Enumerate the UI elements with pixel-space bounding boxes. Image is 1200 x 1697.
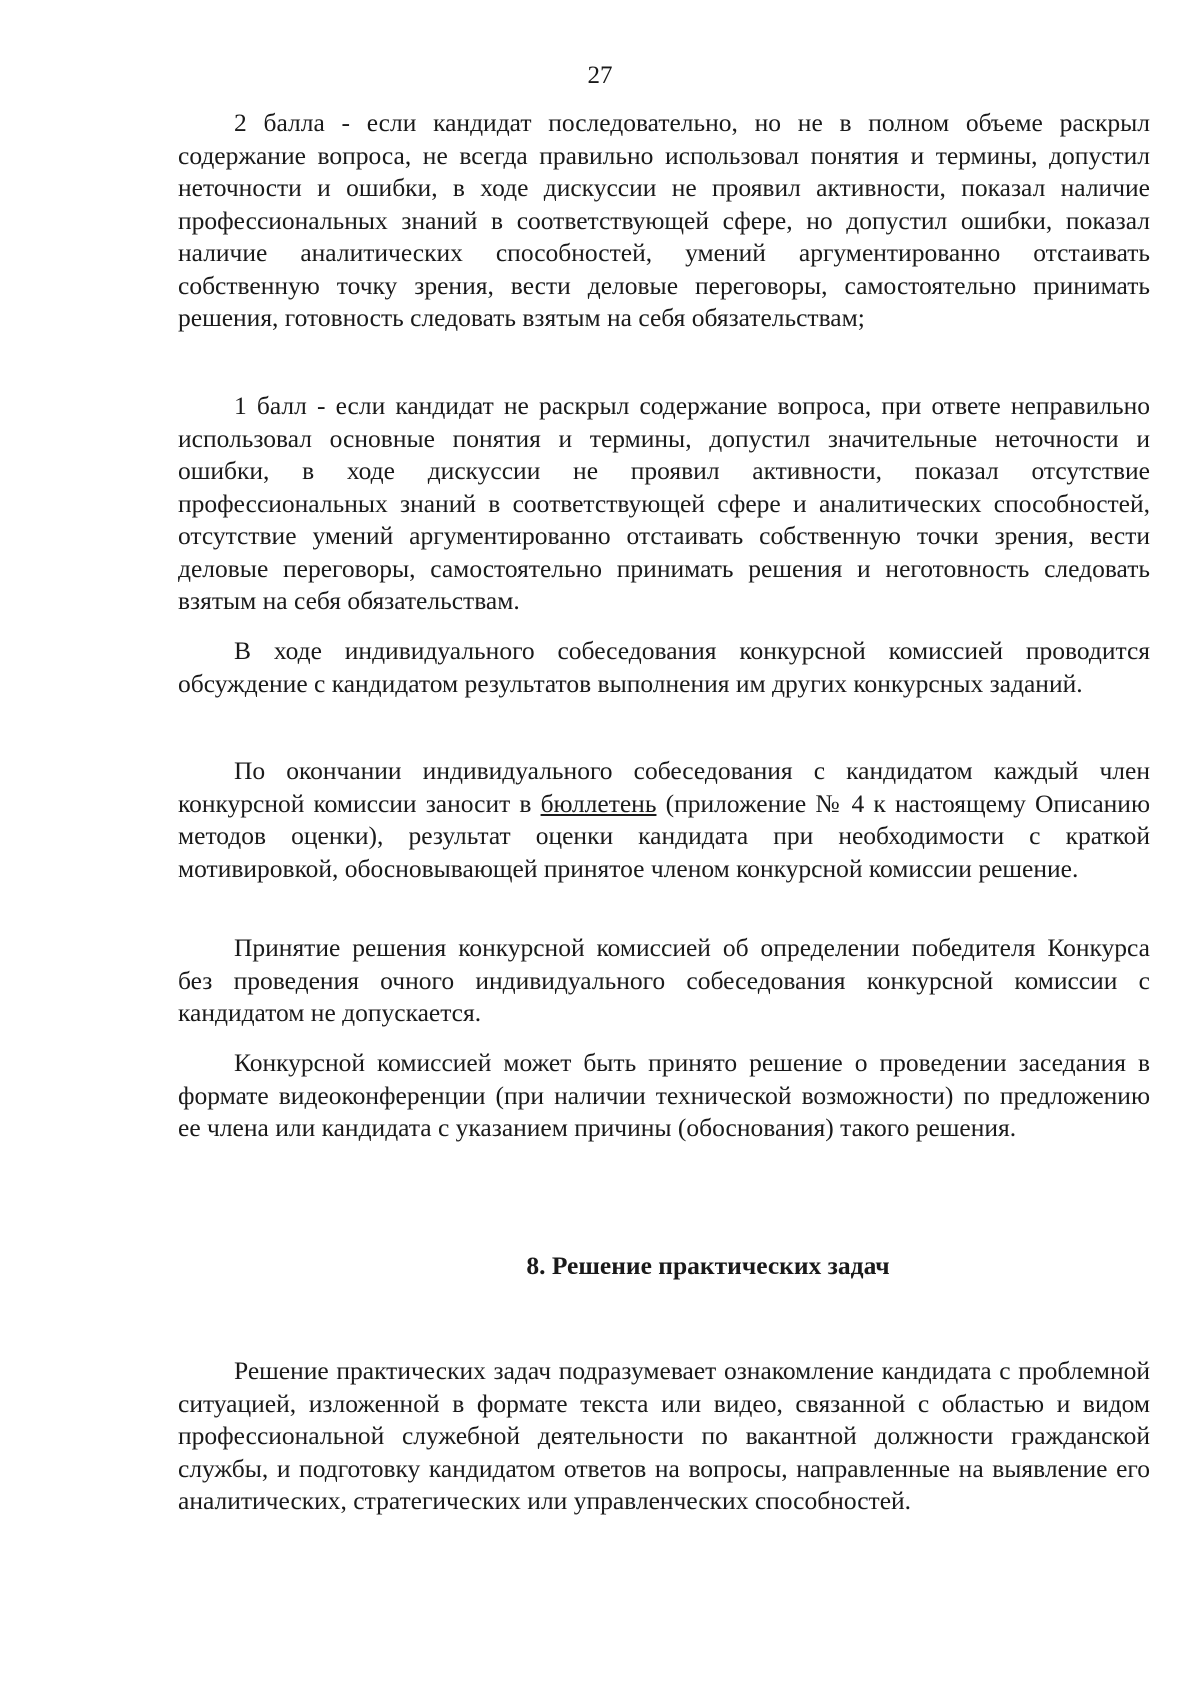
paragraph-ballot [178, 755, 1150, 885]
paragraph-text: Решение практических задач подразумевает ознакомление кандидата с проблемной ситуацией, изложенной в формате текста или видео, связанной с областью и видом профессиональной служебной деятельности по вакантной должности гражданской службы, и подготовку кандидатом ответов на вопросы, направленные на выявление его аналитических, стратегических или управленческих способностей. [178, 1356, 1150, 1515]
paragraph-text: 1 балл - если кандидат не раскрыл содержание вопроса, при ответе неправильно использовал основные понятия и термины, допустил значительные неточности и ошибки, в ходе дискуссии не проявил активности, показал отсутствие профессиональных знаний в соответствующей сфере и аналитических способностей, отсутствие умений аргументированно отстаивать собственную точки зрения, вести деловые переговоры, самостоятельно принимать решения и неготовность следовать взятым на себя обязательствам. [178, 391, 1150, 615]
paragraph-videoconference [178, 1047, 1150, 1145]
paragraph-practical-tasks [178, 1355, 1150, 1518]
paragraph-text-end: (приложение № 4 к настоящему Описанию методов оценки), результат оценки кандидата при необходимости с краткой мотивировкой, обосновывающей принятое членом конкурсной комиссии решение. [178, 788, 1150, 883]
ballot-link[interactable]: бюллетень [540, 788, 657, 818]
paragraph-text: 2 балла - если кандидат последовательно, но не в полном объеме раскрыл содержание вопроса, не всегда правильно использовал понятия и термины, допустил неточности и ошибки, в ходе дискуссии не проявил активности, показал наличие профессиональных знаний в соответствующей сфере, но допустил ошибки, показал наличие аналитических способностей, умений аргументированно отстаивать собственную точку зрения, вести деловые переговоры, самостоятельно принимать решения, готовность следовать взятым на себя обязательствам; [178, 108, 1150, 332]
paragraph-text: Конкурсной комиссией может быть принято решение о проведении заседания в формате видеоконференции (при наличии технической возможности) по предложению ее члена или кандидата с указанием причины (обоснования) такого решения. [178, 1048, 1150, 1142]
page-number: 27 [587, 62, 613, 89]
paragraph-text: Принятие решения конкурсной комиссией об определении победителя Конкурса без проведения очного индивидуального собеседования конкурсной комиссии с кандидатом не допускается. [178, 933, 1150, 1027]
paragraph-score-2 [178, 107, 1150, 335]
paragraph-text: В ходе индивидуального собеседования конкурсной комиссией проводится обсуждение с кандидатом результатов выполнения им других конкурсных заданий. [178, 636, 1150, 698]
paragraph-interview-discussion [178, 635, 1150, 700]
paragraph-text [178, 755, 1150, 885]
paragraph-score-1 [178, 390, 1150, 618]
paragraph-decision-rule [178, 932, 1150, 1030]
paragraph-text-start: По окончании индивидуального собеседования с кандидатом каждый член конкурсной комиссии заносит в [178, 756, 1150, 818]
section-heading: 8. Решение практических задач [526, 1251, 890, 1280]
